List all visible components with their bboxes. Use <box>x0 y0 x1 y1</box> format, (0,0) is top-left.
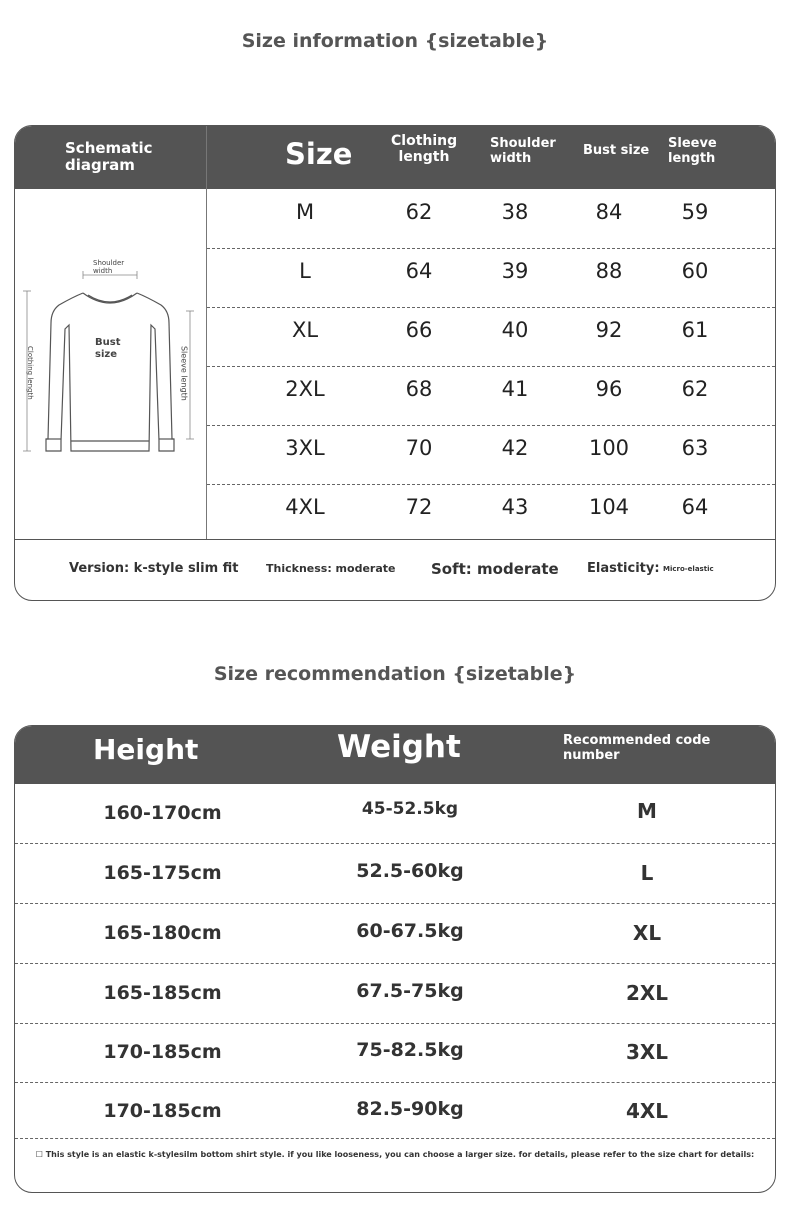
table-row <box>207 248 775 308</box>
thickness-text: Thickness: moderate <box>266 562 396 575</box>
cell-clothing-length: 70 <box>405 436 433 460</box>
version-text: Version: k-style slim fit <box>69 561 239 576</box>
cell-height: 170-185cm <box>103 1041 222 1063</box>
cell-code: 4XL <box>625 1099 669 1123</box>
cell-bust-size: 96 <box>595 377 623 401</box>
soft-text: Soft: moderate <box>431 560 559 578</box>
cell-shoulder-width: 43 <box>501 495 529 519</box>
cell-bust-size: 88 <box>595 259 623 283</box>
cell-sleeve-length: 61 <box>681 318 709 342</box>
cell-weight: 60-67.5kg <box>356 920 464 942</box>
size-recommendation-title: Size recommendation {sizetable} <box>213 663 577 685</box>
cell-clothing-length: 66 <box>405 318 433 342</box>
cell-weight: 52.5-60kg <box>356 860 464 882</box>
table-row <box>207 425 775 485</box>
cell-sleeve-length: 59 <box>681 200 709 224</box>
cell-size: XL <box>291 318 319 342</box>
diagram-label-shoulder: Shoulder width <box>93 259 125 276</box>
schematic-diagram <box>15 189 206 539</box>
size-note: ☐ This style is an elastic k-stylesilm bottom shirt style. if you like looseness, you can choose a larger size. for details, please refer to the size chart for details: <box>35 1150 755 1159</box>
header-size: Size <box>285 137 353 171</box>
table-row <box>207 484 775 543</box>
size-table-header <box>15 126 775 189</box>
header-recommended-code: Recommended code number <box>563 733 711 763</box>
cell-sleeve-length: 60 <box>681 259 709 283</box>
cell-shoulder-width: 38 <box>501 200 529 224</box>
cell-height: 165-185cm <box>103 982 222 1004</box>
table-row <box>15 1082 775 1139</box>
cell-code: 2XL <box>625 981 669 1005</box>
header-shoulder-width: Shoulder width <box>490 136 556 166</box>
elasticity-value: Micro-elastic <box>663 565 714 573</box>
sweatshirt-diagram-icon <box>15 189 206 539</box>
cell-weight: 45-52.5kg <box>361 799 459 819</box>
table-row <box>15 964 775 1024</box>
cell-clothing-length: 64 <box>405 259 433 283</box>
size-information-title: Size information {sizetable} <box>241 30 549 52</box>
cell-clothing-length: 72 <box>405 495 433 519</box>
header-height: Height <box>93 733 199 766</box>
elasticity-label: Elasticity: <box>587 561 660 576</box>
cell-shoulder-width: 41 <box>501 377 529 401</box>
cell-bust-size: 84 <box>595 200 623 224</box>
cell-code: XL <box>632 921 662 945</box>
table-row <box>207 366 775 426</box>
cell-weight: 75-82.5kg <box>356 1039 464 1061</box>
cell-size: 4XL <box>285 495 325 519</box>
header-sleeve-length: Sleeve length <box>668 136 717 166</box>
cell-height: 165-175cm <box>103 862 222 884</box>
table-row <box>15 904 775 964</box>
cell-code: L <box>640 861 654 885</box>
cell-size: 2XL <box>285 377 325 401</box>
fabric-properties <box>15 539 775 601</box>
diagram-label-bust: Bust size <box>95 337 121 360</box>
cell-sleeve-length: 62 <box>681 377 709 401</box>
table-row <box>15 844 775 904</box>
table-row <box>207 189 775 249</box>
table-row <box>15 784 775 844</box>
cell-shoulder-width: 39 <box>501 259 529 283</box>
header-bust-size: Bust size <box>583 143 650 158</box>
table-row <box>207 307 775 367</box>
cell-clothing-length: 62 <box>405 200 433 224</box>
cell-weight: 82.5-90kg <box>356 1098 464 1120</box>
diagram-label-sleeve: Sleeve length <box>179 345 189 401</box>
cell-shoulder-width: 42 <box>501 436 529 460</box>
cell-sleeve-length: 63 <box>681 436 709 460</box>
header-schematic-diagram: Schematic diagram <box>65 139 153 175</box>
cell-height: 170-185cm <box>103 1100 222 1122</box>
cell-bust-size: 100 <box>588 436 630 460</box>
header-clothing-length: Clothing length <box>391 133 458 166</box>
size-information-table <box>14 125 776 601</box>
cell-size: 3XL <box>285 436 325 460</box>
cell-sleeve-length: 64 <box>681 495 709 519</box>
cell-bust-size: 104 <box>588 495 630 519</box>
size-recommendation-table <box>14 725 776 1193</box>
cell-size: M <box>295 200 315 224</box>
cell-height: 165-180cm <box>103 922 222 944</box>
diagram-label-clothing: Clothing length <box>25 346 34 400</box>
cell-weight: 67.5-75kg <box>356 980 464 1002</box>
cell-bust-size: 92 <box>595 318 623 342</box>
recommendation-table-header <box>15 726 775 784</box>
cell-height: 160-170cm <box>103 802 222 824</box>
table-row <box>15 1023 775 1083</box>
cell-clothing-length: 68 <box>405 377 433 401</box>
cell-code: 3XL <box>625 1040 669 1064</box>
cell-code: M <box>637 799 657 823</box>
cell-size: L <box>299 259 311 283</box>
header-weight: Weight <box>337 729 461 765</box>
cell-shoulder-width: 40 <box>501 318 529 342</box>
